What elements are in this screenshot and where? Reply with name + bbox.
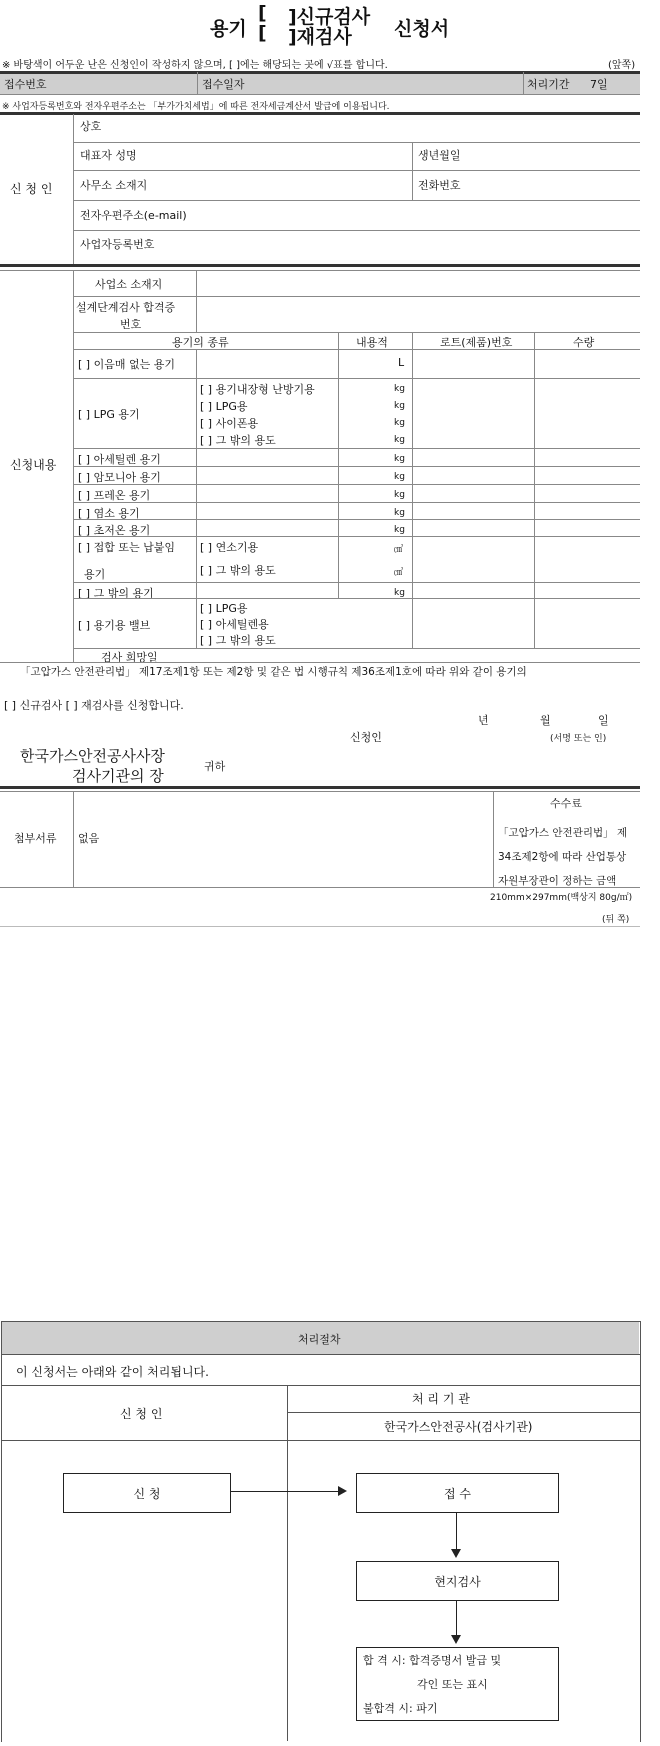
- page-side-back: (뒤 쪽): [602, 915, 630, 925]
- valve-sub-1: [ ] LPG용: [200, 602, 248, 615]
- office-address-label: 사무소 소재지: [80, 179, 148, 192]
- col-volume: 내용적: [356, 336, 388, 349]
- title-bracket-1: [: [258, 2, 267, 24]
- bonded-unit-1: ㎤: [394, 545, 404, 555]
- recipient-2: 검사기관의 장: [72, 767, 164, 785]
- row-seamless: [ ] 이음매 없는 용기: [78, 358, 175, 371]
- signer-label: 신청인: [350, 731, 382, 744]
- row-lpg: [ ] LPG 용기: [78, 408, 140, 421]
- title-suffix: 신청서: [394, 18, 450, 40]
- fee-text-2: 34조제2항에 따라 산업통상: [498, 851, 627, 863]
- row-valve: [ ] 용기용 밸브: [78, 619, 151, 632]
- unit-other-container: kg: [394, 588, 405, 598]
- date-month: 월: [540, 714, 551, 727]
- row-cryogenic: [ ] 초저온 용기: [78, 524, 151, 537]
- representative-label: 대표자 성명: [80, 149, 137, 162]
- procedure-intro: 이 신청서는 아래와 같이 처리됩니다.: [16, 1365, 209, 1379]
- arrow-head-down-icon: [451, 1635, 461, 1644]
- design-cert-label-2: 번호: [120, 318, 142, 331]
- arrow-head-down-icon: [451, 1549, 461, 1558]
- lpg-unit-4: kg: [394, 435, 405, 445]
- row-other-container: [ ] 그 밖의 용기: [78, 587, 154, 600]
- title-bracket-2: [: [258, 22, 267, 44]
- receipt-number-label: 접수번호: [4, 78, 47, 91]
- design-cert-label-1: 설계단계검사 합격증: [76, 301, 176, 314]
- email-label: 전자우편주소(e-mail): [80, 209, 187, 222]
- lpg-unit-2: kg: [394, 401, 405, 411]
- notice-2: ※ 사업자등록번호와 전자우편주소는 「부가가치세법」에 따른 전자세금계산서 발급에 이용됩니다.: [2, 102, 390, 112]
- receipt-date-label: 접수일자: [202, 78, 245, 91]
- agency-name: 한국가스안전공사(검사기관): [384, 1420, 533, 1434]
- company-name-label: 상호: [80, 120, 102, 133]
- step-receive-box: [356, 1473, 559, 1513]
- statement-line-1: 「고압가스 안전관리법」 제17조제1항 또는 제2항 및 같은 법 시행규칙 제36조제1호에 따라 위와 같이 용기의: [20, 666, 527, 678]
- step-inspect-label: 현지검사: [434, 1574, 481, 1589]
- title-option-re: ]재검사: [288, 26, 352, 48]
- notice-text: ※ 바탕색이 어두운 난은 신청인이 작성하지 않으며, [ ]에는 해당되는 곳에 √표를 합니다.: [2, 60, 388, 71]
- bonded-unit-2: ㎤: [394, 568, 404, 578]
- unit-cryogenic: kg: [394, 525, 405, 535]
- valve-sub-2: [ ] 아세틸렌용: [200, 618, 269, 631]
- desired-date-label: 검사 희망일: [101, 651, 158, 664]
- col-agency: 처 리 기 관: [412, 1392, 470, 1406]
- bonded-sub-1: [ ] 연소기용: [200, 541, 259, 554]
- site-address-label: 사업소 소재지: [95, 278, 163, 291]
- col-container-type: 용기의 종류: [172, 336, 229, 349]
- step-apply-box: [63, 1473, 231, 1513]
- step-receive-label: 접 수: [444, 1486, 471, 1501]
- row-acetylene: [ ] 아세틸렌 용기: [78, 453, 161, 466]
- result-fail: 불합격 시: 파기: [363, 1702, 438, 1715]
- unit-ammonia: kg: [394, 472, 405, 482]
- recipient-suffix: 귀하: [204, 760, 226, 773]
- processing-period-value: 7일: [590, 78, 608, 91]
- fee-text-3: 자원부장관이 정하는 금액: [498, 875, 617, 887]
- step-result-box: [356, 1647, 559, 1721]
- row-bonded-1: [ ] 접합 또는 납붙임: [78, 541, 175, 554]
- result-mark: 각인 또는 표시: [417, 1678, 488, 1691]
- valve-sub-3: [ ] 그 밖의 용도: [200, 634, 276, 647]
- page-side-front: (앞쪽): [608, 60, 636, 71]
- phone-label: 전화번호: [418, 179, 461, 192]
- lpg-sub-3: [ ] 사이폰용: [200, 417, 259, 430]
- step-inspect-box: [356, 1561, 559, 1601]
- lpg-sub-1: [ ] 용기내장형 난방기용: [200, 383, 315, 396]
- arrow-apply-to-receive: [230, 1491, 338, 1492]
- step-apply-label: 신 청: [133, 1486, 161, 1501]
- fee-text-1: 「고압가스 안전관리법」 제: [498, 827, 628, 839]
- unit-chlorine: kg: [394, 508, 405, 518]
- row-bonded-2: 용기: [84, 568, 106, 581]
- unit-seamless: L: [398, 356, 405, 369]
- unit-freon: kg: [394, 490, 405, 500]
- attachments-label: 첨부서류: [14, 832, 57, 845]
- row-ammonia: [ ] 암모니아 용기: [78, 471, 161, 484]
- sign-hint: (서명 또는 인): [550, 734, 607, 744]
- col-quantity: 수량: [573, 336, 595, 349]
- arrow-head-right-icon: [338, 1486, 347, 1496]
- result-pass: 합 격 시: 합격증명서 발급 및: [363, 1654, 502, 1667]
- business-number-label: 사업자등록번호: [80, 238, 155, 251]
- col-lot-number: 로트(제품)번호: [440, 336, 513, 349]
- processing-period-label: 처리기간: [527, 78, 570, 91]
- row-freon: [ ] 프레온 용기: [78, 489, 151, 502]
- birthdate-label: 생년월일: [418, 149, 461, 162]
- col-applicant: 신 청 인: [120, 1407, 163, 1421]
- date-day: 일: [598, 714, 609, 727]
- paper-spec: 210mm×297mm(백상지 80g/㎡): [490, 893, 633, 903]
- content-section-label: 신청내용: [10, 458, 57, 472]
- row-chlorine: [ ] 염소 용기: [78, 507, 140, 520]
- title-prefix: 용기: [210, 18, 247, 40]
- bonded-sub-2: [ ] 그 밖의 용도: [200, 564, 276, 577]
- applicant-section-label: 신 청 인: [10, 182, 53, 196]
- lpg-sub-4: [ ] 그 밖의 용도: [200, 434, 276, 447]
- date-year: 년: [478, 714, 489, 727]
- lpg-unit-1: kg: [394, 384, 405, 394]
- unit-acetylene: kg: [394, 454, 405, 464]
- lpg-unit-3: kg: [394, 418, 405, 428]
- fee-label: 수수료: [550, 797, 582, 810]
- procedure-header-label: 처리절차: [298, 1333, 341, 1346]
- statement-line-2: [ ] 신규검사 [ ] 재검사를 신청합니다.: [4, 699, 184, 712]
- title-option-new: ]신규검사: [288, 6, 371, 28]
- recipient-1: 한국가스안전공사사장: [20, 747, 165, 765]
- lpg-sub-2: [ ] LPG용: [200, 400, 248, 413]
- attachments-value: 없음: [78, 832, 100, 845]
